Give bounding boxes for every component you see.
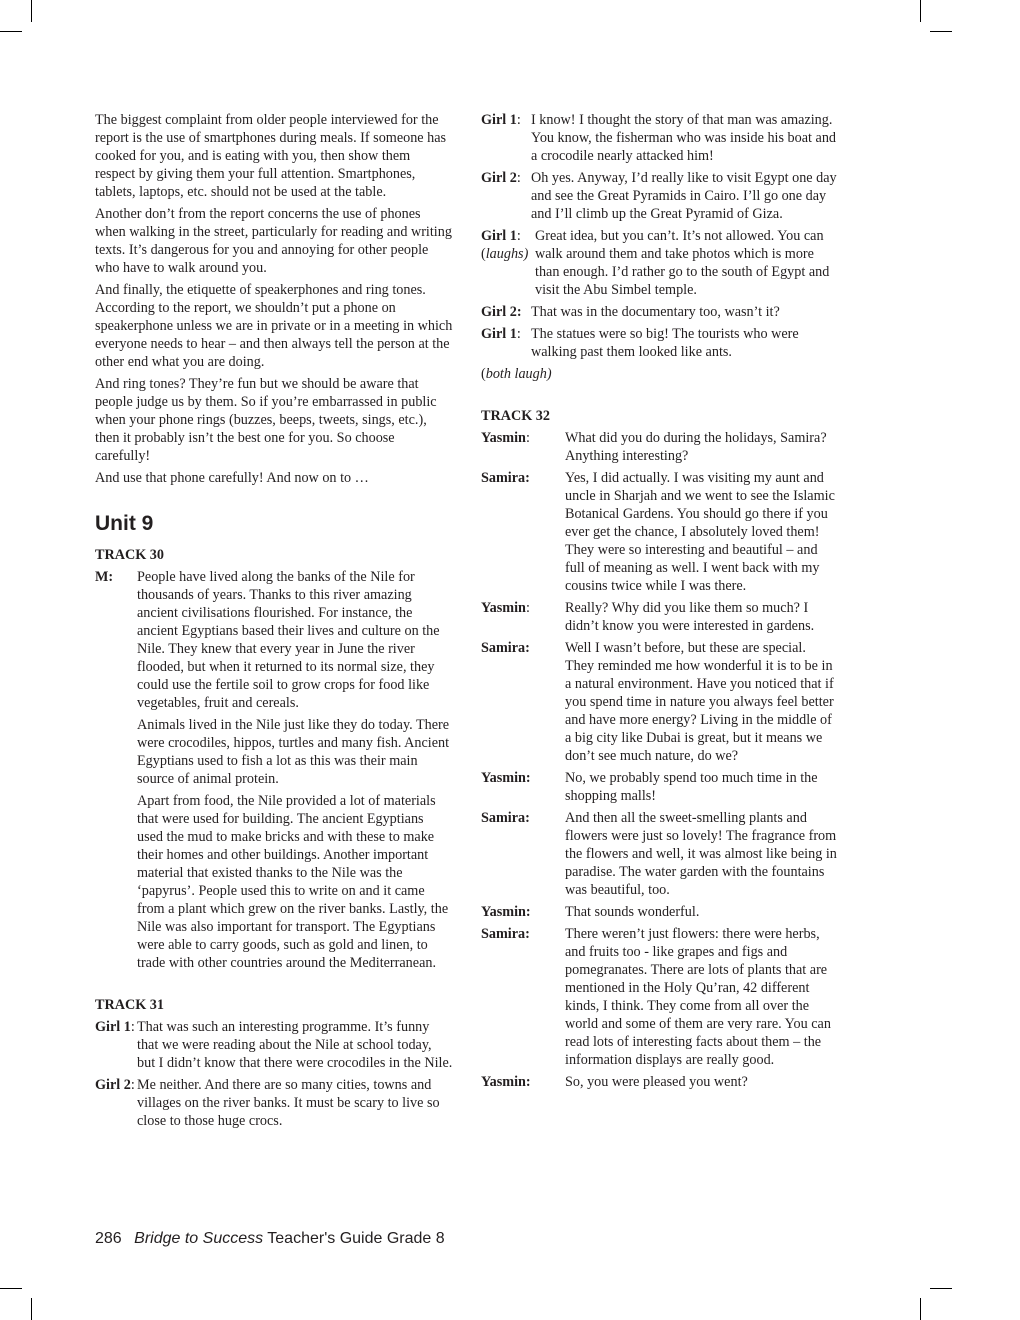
dialogue-line [481,925,838,1069]
paragraph: The biggest complaint from older people interviewed for the report is the use of smartphones during meals. If someone has cooked for you, and is eating with you, then show them respect by giving them your full attention. Smartphones, tablets, laptops, etc. should not be used at the table. [95,112,447,200]
speaker-label: Samira: [481,470,530,486]
speaker-label: Girl 2 [481,170,517,186]
dialogue-line [481,1073,838,1091]
crop-mark [31,0,32,22]
dialogue-text: Great idea, but you can’t. It’s not allowed. You can walk around them and take photos which is more than enough. I’d rather go to the south of Egypt and visit the Abu Simbel temple. [535,228,830,298]
dialogue-text: I know! I thought the story of that man was amazing. You know, the fisherman who was inside his boat and a crocodile nearly attacked him! [531,112,837,164]
dialogue-line [95,568,453,712]
speaker-label: Girl 1 [481,326,517,342]
paragraph: And ring tones? They’re fun but we should be aware that people judge us by them. So if you’re embarrassed in public when your phone rings (buzzes, beeps, tweets, sings, etc.), then it probably isn’t the best one for you. So choose carefully! [95,376,437,464]
dialogue-line [481,303,838,321]
dialogue-line: Girl 2: Me neither. And there are so many cities, towns and villages on the river banks. It must be scary to live so close to those huge crocs. [95,1076,453,1130]
dialogue-text: That was such an interesting programme. It’s funny that we were reading about the Nile at school today, but I didn’t know that there were crocodiles in the Nile. [137,1019,453,1071]
dialogue-line [481,469,838,595]
right-column [481,111,838,1095]
paragraph: And use that phone carefully! And now on to … [95,470,369,486]
crop-mark [920,1298,921,1320]
speaker-label: Samira: [481,810,530,826]
speaker-label: Samira: [481,926,530,942]
crop-mark [0,1288,22,1289]
left-column [95,111,453,1134]
crop-mark [920,0,921,22]
dialogue-line: Yasmin: Really? Why did you like them so much? I didn’t know you were interested in gardens. [481,599,838,635]
speaker-label: Girl 2: [481,304,522,320]
dialogue-text: Really? Why did you like them so much? I didn’t know you were interested in gardens. [565,600,815,634]
dialogue-line: Yasmin: What did you do during the holidays, Samira? Anything interesting? [481,429,838,465]
dialogue-text: Well I wasn’t before, but these are special. They reminded me how wonderful it is to be in a natural environment. Have you noticed that if you spend time in nature you always feel better and have more energy? Living in the middle of a big city like Dubai is great, but it means we don’t see much nature, do we? [565,640,834,764]
dialogue-line: Girl 1: The statues were so big! The tourists who were walking past them looked like ants. [481,325,838,361]
dialogue-text: Animals lived in the Nile just like they do today. There were crocodiles, hippos, turtles and many fish. Ancient Egyptians used to fish a lot as this was their main source of animal protein. [137,717,450,787]
dialogue-text: Yes, I did actually. I was visiting my aunt and uncle in Sharjah and we went to see the Islamic Botanical Gardens. You should go there if you ever get the chance, I absolutely loved them! They were so interesting and beautiful – and full of meaning as well. I went back with my cousins twice while I was there. [565,470,835,594]
paragraph: And finally, the etiquette of speakerphones and ring tones. According to the report, we shouldn’t put a phone on speakerphone unless we are in private or in a meeting in which everyone needs to hear – and then always tell the person at the other end what you are doing. [95,282,453,370]
dialogue-line [481,769,838,805]
track-32-heading: TRACK 32 [481,408,550,424]
book-subtitle: Teacher's Guide Grade 8 [267,1230,445,1247]
dialogue-text: People have lived along the banks of the Nile for thousands of years. Thanks to this river amazing ancient civilisations flourished. For instance, the ancient Egyptians based their lives and culture on the Nile. They knew that every year in June the river flooded, but when it returned to its normal size, they could use the fertile soil to grow crops for food like vegetables, fruit and cereals. [137,569,440,711]
dialogue-text: Oh yes. Anyway, I’d really like to visit Egypt one day and see the Great Pyramids in Cairo. I’ll go one day and I’ll climb up the Great Pyramid of Giza. [531,170,837,222]
book-title: Bridge to Success [134,1230,264,1247]
speaker-label: Girl 1 [95,1019,131,1035]
dialogue-line: Girl 1: (laughs) Great idea, but you can’t. It’s not allowed. You can walk around them and take photos which is more than enough. I’d rather go to the south of Egypt and visit the Abu Simbel temple. [481,227,838,299]
crop-mark [930,1288,952,1289]
speaker-label: Girl 2 [95,1077,131,1093]
dialogue-line [481,903,838,921]
speaker-label: Girl 1 [481,112,517,128]
dialogue-line: Girl 2: Oh yes. Anyway, I’d really like to visit Egypt one day and see the Great Pyramids in Cairo. I’ll go one day and I’ll climb up the Great Pyramid of Giza. [481,170,837,222]
dialogue-text: That was in the documentary too, wasn’t it? [531,304,780,320]
track-31-heading: TRACK 31 [95,997,164,1013]
dialogue-text: What did you do during the holidays, Samira? Anything interesting? [565,430,827,464]
dialogue-text: No, we probably spend too much time in the shopping malls! [565,770,818,804]
dialogue-line [481,639,838,765]
speaker-label: Yasmin [481,600,526,616]
speaker-label: Girl 1 [481,228,517,244]
dialogue-line [481,809,838,899]
speaker-label: Yasmin: [481,1074,531,1090]
crop-mark [0,31,22,32]
speaker-label: M: [95,569,114,585]
speaker-label: Yasmin: [481,770,531,786]
dialogue-line: Girl 1: I know! I thought the story of that man was amazing. You know, the fisherman who was inside his boat and a crocodile nearly attacked him! [481,112,837,164]
paragraph: Another don’t from the report concerns the use of phones when walking in the street, particularly for reading and writing texts. It’s dangerous for you and annoying for other people who have to walk around you. [95,206,452,276]
page-footer [95,1230,445,1248]
speaker-label: Yasmin [481,430,526,446]
unit-heading: Unit 9 [95,512,154,535]
crop-mark [31,1298,32,1320]
dialogue-text: Apart from food, the Nile provided a lot of materials that were used for building. The ancient Egyptians used the mud to make bricks and with these to make their homes and other buildings. Another important material that existed thanks to the Nile was the ‘papyrus’. People used this to write on and it came from a plant which grew on the river banks. Lastly, the Nile was also important for transport. The Egyptians were able to carry goods, such as gold and linen, to trade with other countries around the Mediterranean. [137,793,449,971]
dialogue-text: Me neither. And there are so many cities, towns and villages on the river banks. It must be scary to live so close to those huge crocs. [137,1077,440,1129]
stage-direction: (both laugh) [481,366,552,382]
dialogue-text: There weren’t just flowers: there were herbs, and fruits too - like grapes and figs and pomegranates. There are lots of plants that are mentioned in the Holy Qu’ran, 42 different kinds, I think. They come from all over the world and some of them are very rare. You can read lots of interesting facts about them – the information displays are really good. [565,926,831,1068]
speaker-label: Yasmin: [481,904,531,920]
dialogue-text: That sounds wonderful. [565,904,700,920]
dialogue-text: The statues were so big! The tourists who were walking past them looked like ants. [531,326,799,360]
track-30-heading: TRACK 30 [95,547,164,563]
speaker-label: Samira: [481,640,530,656]
dialogue-text: And then all the sweet-smelling plants and flowers were just so lovely! The fragrance from the flowers and well, it was almost like being in paradise. The water garden with the fountains was beautiful, too. [565,810,837,898]
page-number: 286 [95,1230,122,1247]
crop-mark [930,31,952,32]
stage-direction: laughs) [485,246,529,262]
dialogue-text: So, you were pleased you went? [565,1074,748,1090]
dialogue-line: Girl 1: That was such an interesting programme. It’s funny that we were reading about the Nile at school today, but I didn’t know that there were crocodiles in the Nile. [95,1019,453,1071]
